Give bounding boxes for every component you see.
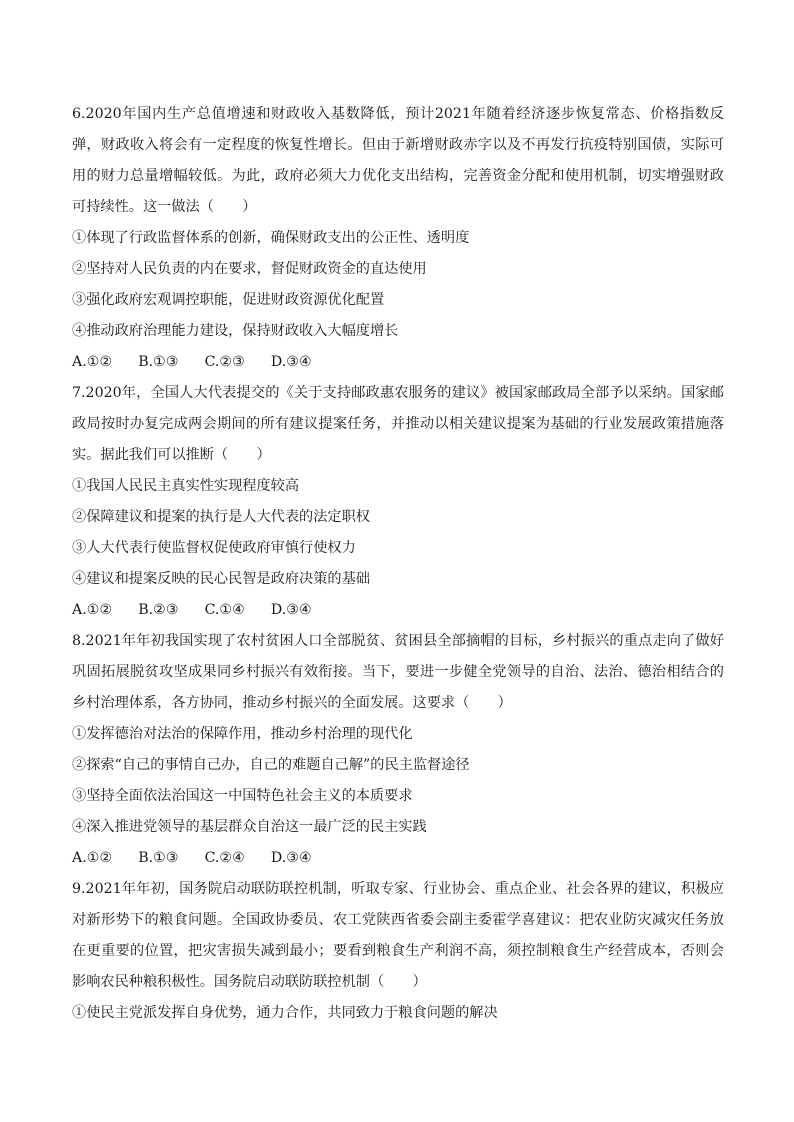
question-stem: 7.2020年，全国人大代表提交的《关于支持邮政惠农服务的建议》被国家邮政局全部予以采纳。国家邮政局按时办复完成两会期间的所有建议提案任务，并推动以相关建议提案为基础的行业发展政策措施落实。据此我们可以推断（ ） [72,385,724,463]
answer-choices [72,595,724,626]
question-stem: 8.2021年年初我国实现了农村贫困人口全部脱贫、贫困县全部摘帽的目标，乡村振兴的重点走向了做好巩固拓展脱贫攻坚成果同乡村振兴有效衔接。当下，要进一步健全党领导的自治、法治、德治相结合的乡村治理体系，各方协同，推动乡村振兴的全面发展。这要求（ ） [72,633,724,711]
choice-b: B.①③ [138,850,179,866]
option-2: ②坚持对人民负责的内在要求，督促财政资金的直达使用 [72,261,427,277]
question-8 [72,626,724,874]
option-1: ①使民主党派发挥自身优势，通力合作，共同致力于粮食问题的解决 [72,1005,498,1021]
choice-b: B.②③ [138,602,179,618]
choice-b: B.①③ [138,354,179,370]
choice-a: A.①② [72,354,113,370]
choice-d: D.③④ [270,602,312,618]
option-3: ③人大代表行使监督权促使政府审慎行使权力 [72,540,356,556]
option-2: ②探索“自己的事情自己办，自己的难题自己解”的民主监督途径 [72,757,470,773]
question-7 [72,378,724,626]
option-3: ③强化政府宏观调控职能，促进财政资源优化配置 [72,292,385,308]
choice-c: C.②④ [204,850,245,866]
choice-c: C.①④ [204,602,245,618]
answer-choices [72,347,724,378]
choice-a: A.①② [72,602,113,618]
answer-choices [72,843,724,874]
choice-d: D.③④ [270,354,312,370]
question-9 [72,874,724,1029]
option-1: ①我国人民民主真实性实现程度较高 [72,478,300,494]
choice-c: C.②③ [204,354,245,370]
option-2: ②保障建议和提案的执行是人大代表的法定职权 [72,509,370,525]
choice-d: D.③④ [270,850,312,866]
option-3: ③坚持全面依法治国这一中国特色社会主义的本质要求 [72,788,413,804]
question-stem: 9.2021年年初，国务院启动联防联控机制，听取专家、行业协会、重点企业、社会各界的建议，积极应对新形势下的粮食问题。全国政协委员、农工党陕西省委会副主委霍学喜建议：把农业防灾减灾任务放在更重要的位置，把灾害损失减到最小；要看到粮食生产利润不高，须控制粮食生产经营成本，否则会影响农民种粮积极性。国务院启动联防联控机制（ ） [72,881,724,990]
option-4: ④建议和提案反映的民心民智是政府决策的基础 [72,571,370,587]
option-1: ①体现了行政监督体系的创新，确保财政支出的公正性、透明度 [72,230,470,246]
question-6 [72,99,724,378]
option-4: ④深入推进党领导的基层群众自治这一最广泛的民主实践 [72,819,427,835]
option-1: ①发挥德治对法治的保障作用，推动乡村治理的现代化 [72,726,413,742]
question-stem: 6.2020年国内生产总值增速和财政收入基数降低，预计2021年随着经济逐步恢复常态、价格指数反弹，财政收入将会有一定程度的恢复性增长。但由于新增财政赤字以及不再发行抗疫特别国债，实际可用的财力总量增幅较低。为此，政府必须大力优化支出结构，完善资金分配和使用机制，切实增强财政可持续性。这一做法（ ） [72,106,724,215]
choice-a: A.①② [72,850,113,866]
option-4: ④推动政府治理能力建设，保持财政收入大幅度增长 [72,323,399,339]
question-list [72,99,724,1029]
